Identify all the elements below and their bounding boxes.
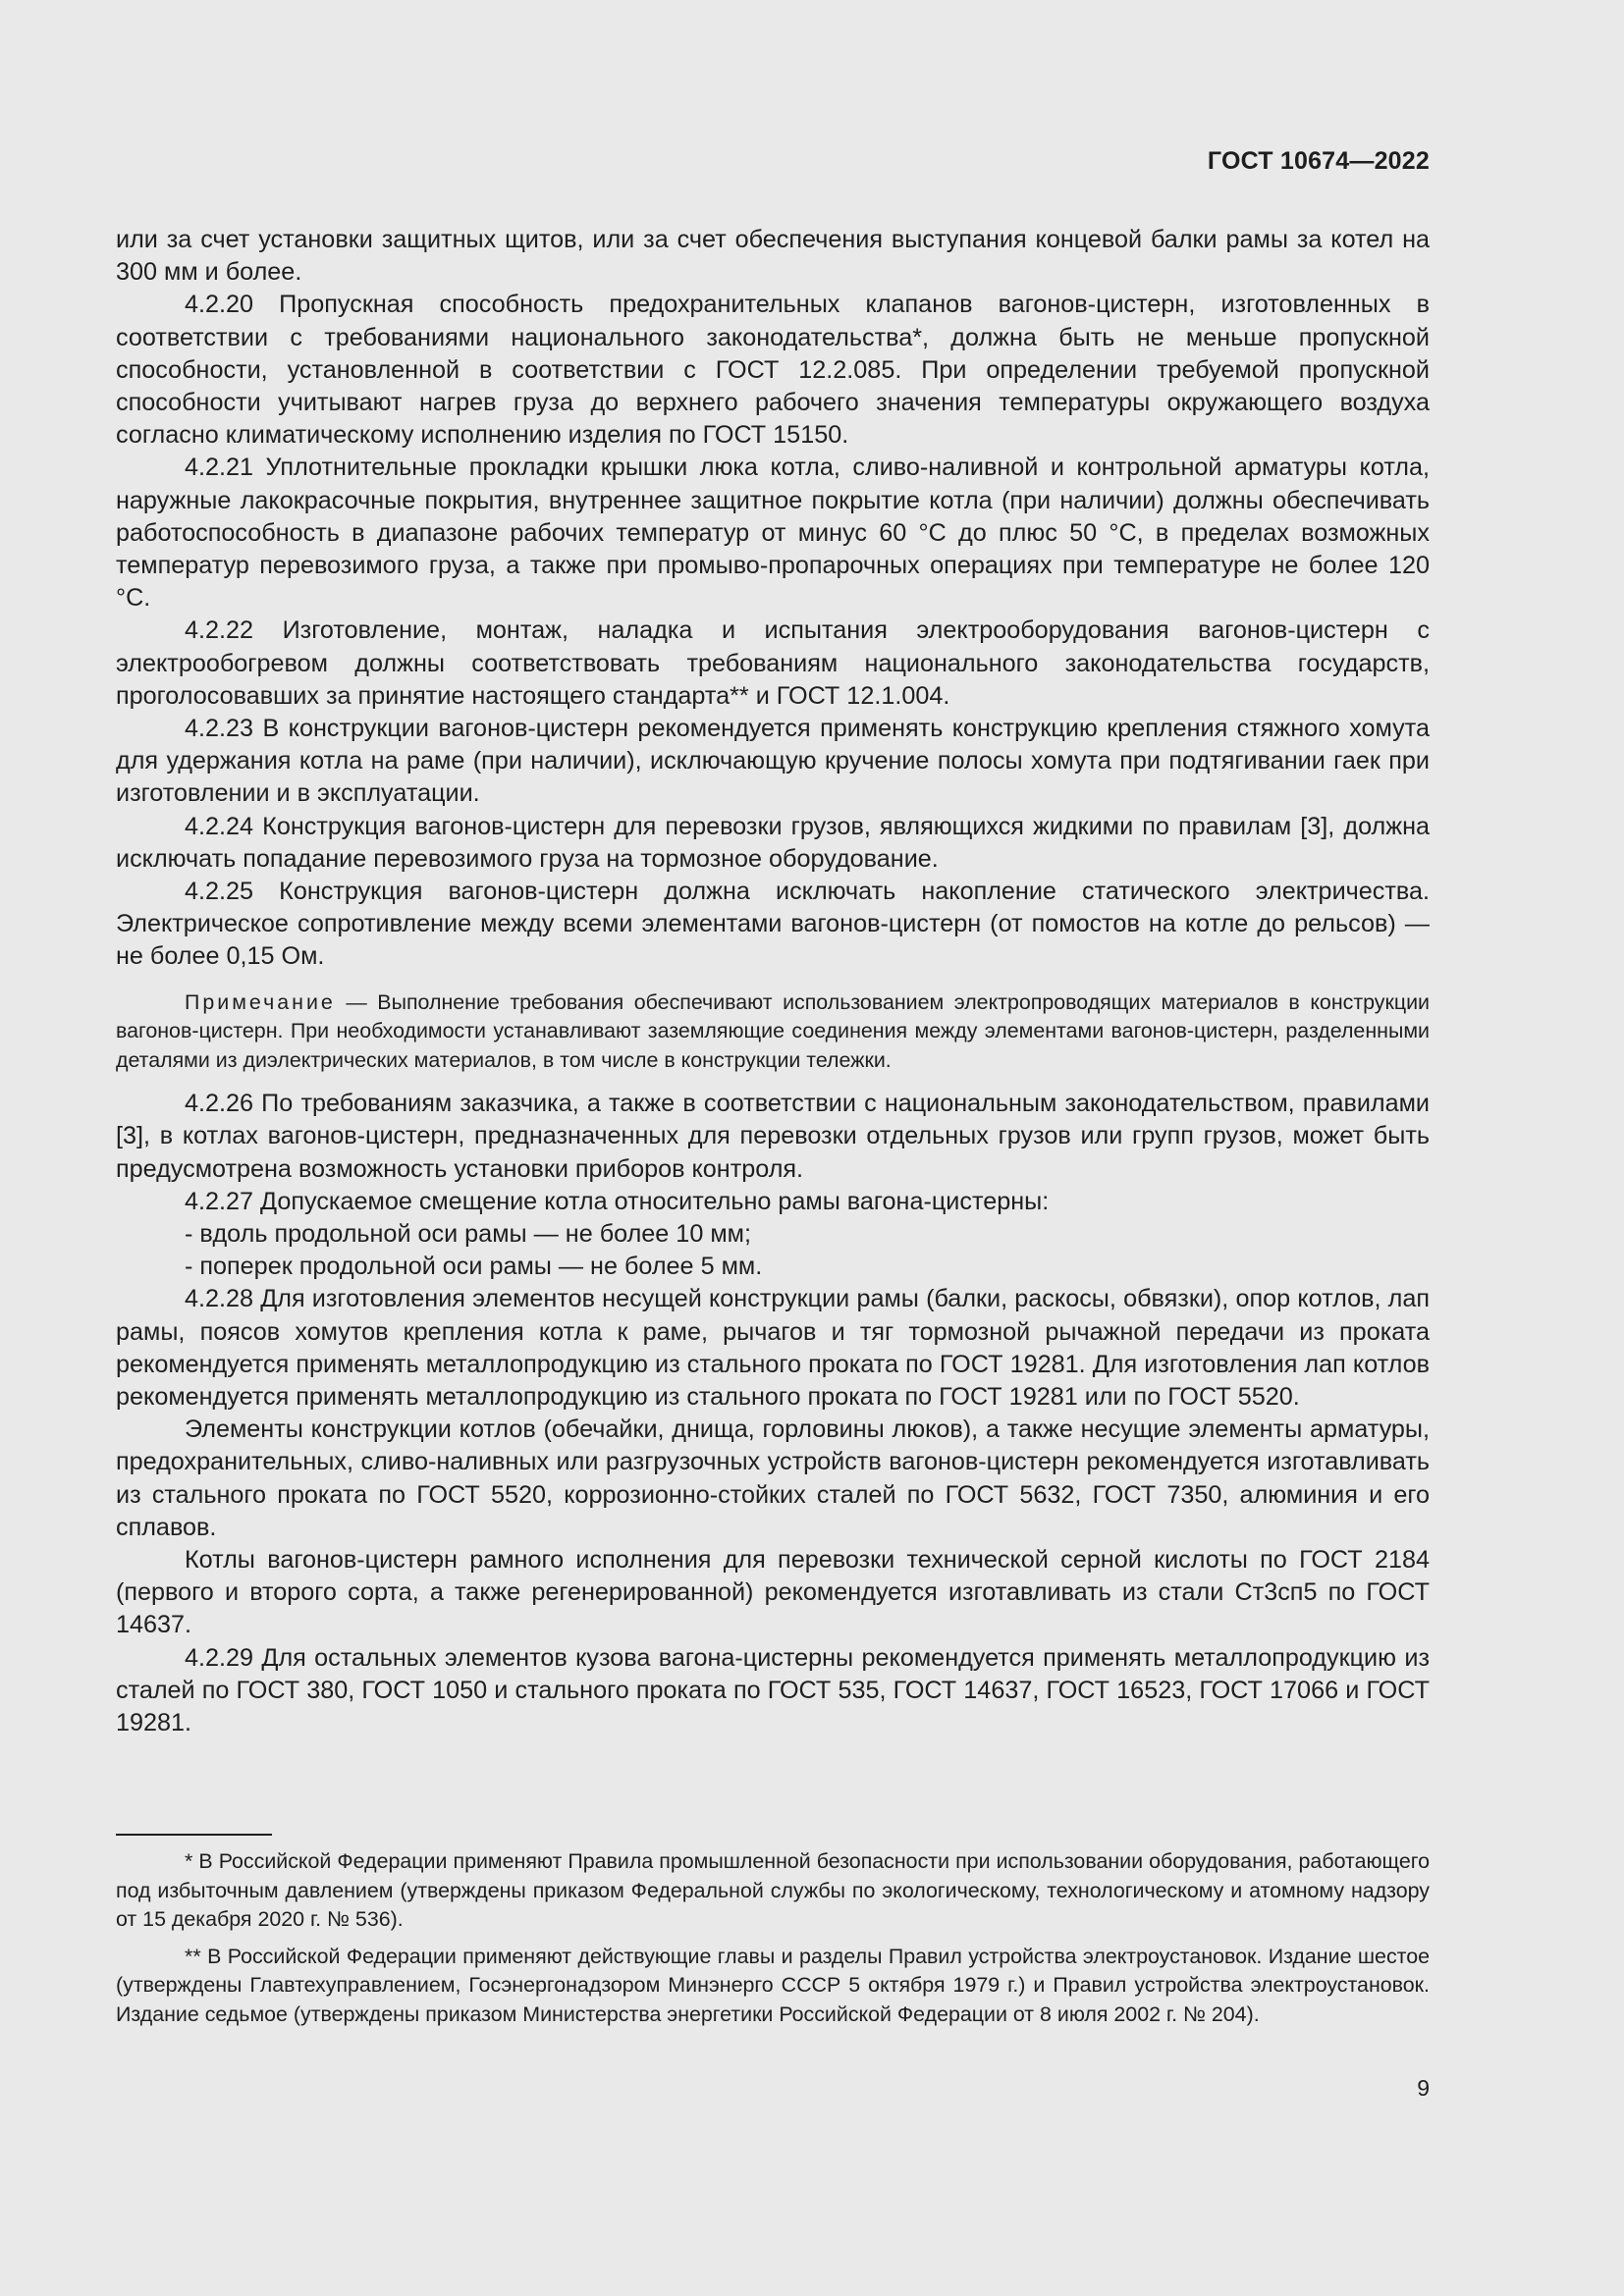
paragraph-b-6: Котлы вагонов-цистерн рамного исполнения для перевозки технической серной кислоты по ГОСТ 2184 (первого и второго сорта, а также регенерированной) рекомендуется изготавливать из стали Ст3сп5 по ГОСТ 14637. xyxy=(116,1546,1430,1639)
paragraph-b-1: 4.2.27 Допускаемое смещение котла относительно рамы вагона-цистерны: xyxy=(185,1187,1050,1215)
paragraph-4: 4.2.23 В конструкции вагонов-цистерн рекомендуется применять конструкцию крепления стяжного хомута для удержания котла на раме (при наличии), исключающую кручение полосы хомута при подтягивании гаек при изготовлении и в эксплуатации. xyxy=(116,715,1430,808)
page-number: 9 xyxy=(1417,2075,1430,2101)
paragraph-b-3: - поперек продольной оси рамы — не более 5 мм. xyxy=(185,1253,763,1281)
note-label: Примечание xyxy=(185,989,336,1014)
footnote-0: * В Российской Федерации применяют Правила промышленной безопасности при использовании оборудования, работающего под избыточным давлением (утверждены приказом Федеральной службы по экологическому, технологическому и атомному надзору от 15 декабря 2020 г. № 536). xyxy=(116,1849,1430,1931)
footnote-1: ** В Российской Федерации применяют действующие главы и разделы Правил устройства электроустановок. Издание шестое (утверждены Главтехуправлением, Госэнергонадзором Минэнерго СССР 5 октября 1979 г.) и Правил устройства электроустановок. Издание седьмое (утверждены приказом Министерства энергетики Российской Федерации от 8 июля 2002 г. № 204). xyxy=(116,1944,1430,2026)
paragraph-b-0: 4.2.26 По требованиям заказчика, а также в соответствии с национальным законодательством, правилами [3], в котлах вагонов-цистерн, предназначенных для перевозки отдельных грузов или групп грузов, может быть предусмотрена возможность установки приборов контроля. xyxy=(116,1090,1430,1183)
main-text xyxy=(116,224,1430,1739)
paragraph-3: 4.2.22 Изготовление, монтаж, наладка и испытания электрооборудования вагонов-цистерн с электрообогревом должны соответствовать требованиям национального законодательства государств, проголосовавших за принятие настоящего стандарта** и ГОСТ 12.1.004. xyxy=(116,616,1430,710)
paragraph-b-5: Элементы конструкции котлов (обечайки, днища, горловины люков), а также несущие элементы арматуры, предохранительных, сливо-наливных или разгрузочных устройств вагонов-цистерн рекомендуется изготавливать из стального проката по ГОСТ 5520, коррозионно-стойких сталей по ГОСТ 5632, ГОСТ 7350, алюминия и его сплавов. xyxy=(116,1415,1430,1541)
paragraphs-block-2 xyxy=(116,1088,1430,1739)
note-text: — Выполнение требования обеспечивают использованием электропроводящих материалов в конструкции вагонов-цистерн. При необходимости устанавливают заземляющие соединения между элементами вагонов-цистерн, разделенными деталями из диэлектрических материалов, в том числе в конструкции тележки. xyxy=(116,989,1430,1072)
document-header: ГОСТ 10674—2022 xyxy=(1207,147,1430,175)
paragraph-2: 4.2.21 Уплотнительные прокладки крышки люка котла, сливо-наливной и контрольной арматуры котла, наружные лакокрасочные покрытия, внутреннее защитное покрытие котла (при наличии) должны обеспечивать работоспособность в диапазоне рабочих температур от минус 60 °С до плюс 50 °С, в пределах возможных температур перевозимого груза, а также при промыво-пропарочных операциях при температуре не более 120 °С. xyxy=(116,454,1430,613)
paragraph-6: 4.2.25 Конструкция вагонов-цистерн должна исключать накопление статического электричества. Электрическое сопротивление между всеми элементами вагонов-цистерн (от помостов на котле до рельсов) — не более 0,15 Ом. xyxy=(116,878,1430,971)
footnote-separator xyxy=(116,1834,272,1836)
paragraph-0: или за счет установки защитных щитов, или за счет обеспечения выступания концевой балки рамы за котел на 300 мм и более. xyxy=(116,226,1430,287)
paragraph-1: 4.2.20 Пропускная способность предохранительных клапанов вагонов-цистерн, изготовленных в соответствии с требованиями национального законодательства*, должна быть не меньше пропускной способности, установленной в соответствии с ГОСТ 12.2.085. При определении требуемой пропускной способности учитывают нагрев груза до верхнего рабочего значения температуры окружающего воздуха согласно климатическому исполнению изделия по ГОСТ 15150. xyxy=(116,291,1430,450)
paragraphs-block-1 xyxy=(116,224,1430,974)
paragraph-b-4: 4.2.28 Для изготовления элементов несущей конструкции рамы (балки, раскосы, обвязки), опор котлов, лап рамы, поясов хомутов крепления котла к раме, рычагов и тяг тормозной рычажной передачи из проката рекомендуется применять металлопродукцию из стального проката по ГОСТ 19281. Для изготовления лап котлов рекомендуется применять металлопродукцию из стального проката по ГОСТ 19281 или по ГОСТ 5520. xyxy=(116,1285,1430,1411)
paragraph-5: 4.2.24 Конструкция вагонов-цистерн для перевозки грузов, являющихся жидкими по правилам [3], должна исключать попадание перевозимого груза на тормозное оборудование. xyxy=(116,812,1430,873)
note-paragraph xyxy=(116,988,1430,1076)
paragraph-b-2: - вдоль продольной оси рамы — не более 10 мм; xyxy=(185,1219,751,1248)
footnotes xyxy=(116,1847,1430,2037)
paragraph-b-7: 4.2.29 Для остальных элементов кузова вагона-цистерны рекомендуется применять металлопродукцию из сталей по ГОСТ 380, ГОСТ 1050 и стального проката по ГОСТ 535, ГОСТ 14637, ГОСТ 16523, ГОСТ 17066 и ГОСТ 19281. xyxy=(116,1643,1430,1737)
